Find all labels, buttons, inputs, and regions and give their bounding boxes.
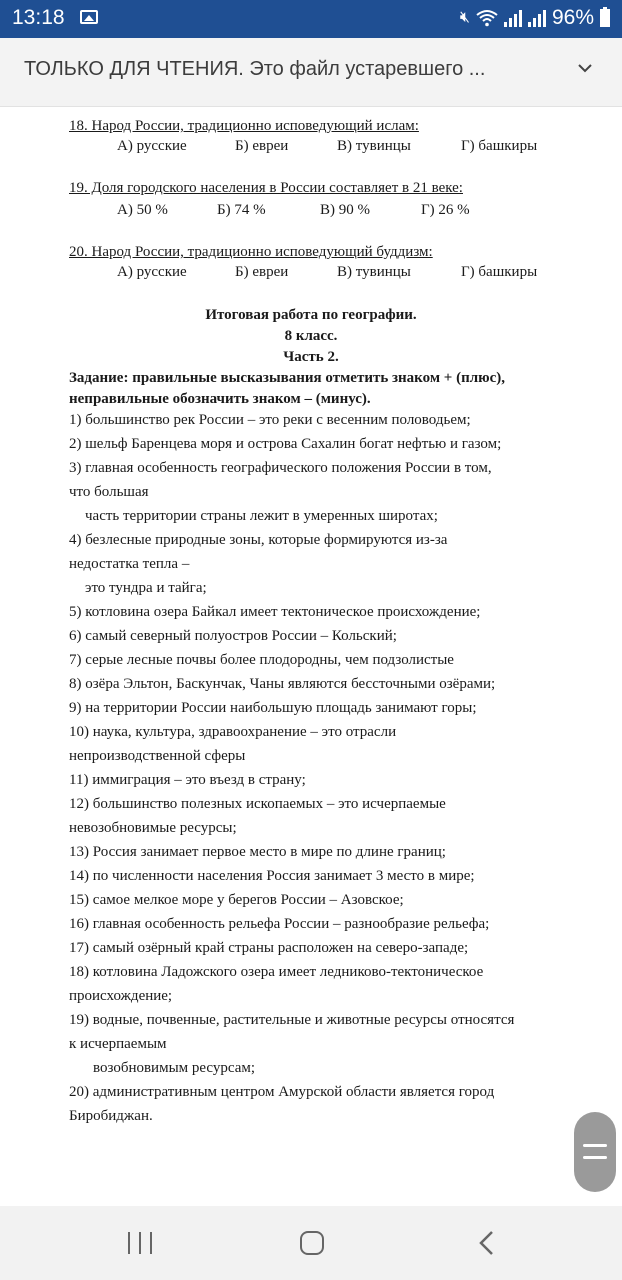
statement-line: что большая (69, 484, 149, 500)
statement-line: недостатка тепла – (69, 556, 190, 572)
statement-line: 13) Россия занимает первое место в мире по длине границ; (69, 844, 446, 860)
section-title: Итоговая работа по географии. (205, 307, 417, 323)
home-icon[interactable] (300, 1231, 324, 1255)
status-time: 13:18 (12, 6, 65, 29)
statement-line: непроизводственной сферы (69, 748, 246, 764)
statement-line: происхождение; (69, 988, 173, 1004)
statement-line: это тундра и тайга; (85, 580, 207, 596)
answer-option: А) 50 % (117, 202, 168, 218)
statement-line: часть территории страны лежит в умеренных широтах; (85, 508, 438, 524)
navigation-bar (0, 1206, 622, 1280)
answer-option: Г) башкиры (461, 138, 538, 154)
answer-option: Б) евреи (235, 264, 289, 280)
answer-option: Г) башкиры (461, 264, 538, 280)
mute-icon: 🔇︎ (459, 9, 470, 26)
chevron-down-icon[interactable] (578, 61, 592, 75)
statement-line: 7) серые лесные почвы более плодородны, чем подзолистые (69, 652, 454, 668)
task-instruction: неправильные обозначить знаком – (минус). (69, 391, 371, 407)
read-only-banner[interactable] (0, 38, 622, 107)
wifi-icon (476, 9, 498, 27)
answer-option: В) тувинцы (337, 264, 411, 280)
statement-line: 18) котловина Ладожского озера имеет ледниково-тектоническое (69, 964, 484, 980)
statement-line: 10) наука, культура, здравоохранение – это отрасли (69, 724, 397, 740)
signal-icon (504, 9, 522, 27)
gallery-icon (80, 10, 98, 24)
statement-line: 17) самый озёрный край страны расположен на северо-западе; (69, 940, 469, 956)
statement-line: 3) главная особенность географического положения России в том, (69, 460, 492, 476)
statement-line: возобновимым ресурсам; (93, 1060, 256, 1076)
document-page (0, 106, 622, 1206)
answer-option: В) тувинцы (337, 138, 411, 154)
signal-icon (528, 9, 546, 27)
back-icon[interactable] (476, 1230, 498, 1256)
question-19: 19. Доля городского населения в России составляет в 21 веке: (69, 180, 463, 196)
answer-option: Б) евреи (235, 138, 289, 154)
task-instruction: Задание: правильные высказывания отметить знаком + (плюс), (69, 370, 506, 386)
question-20: 20. Народ России, традиционно исповедующий буддизм: (69, 244, 433, 260)
statement-line: 6) самый северный полуостров России – Кольский; (69, 628, 397, 644)
statement-line: Биробиджан. (69, 1108, 153, 1124)
statement-line: 19) водные, почвенные, растительные и животные ресурсы относятся (69, 1012, 515, 1028)
statement-line: 1) большинство рек России – это реки с весенним половодьем; (69, 412, 471, 428)
statement-line: 8) озёра Эльтон, Баскунчак, Чаны являются бессточными озёрами; (69, 676, 496, 692)
statement-line: невозобновимые ресурсы; (69, 820, 237, 836)
answer-option: Б) 74 % (217, 202, 266, 218)
status-bar (0, 0, 622, 38)
battery-icon (600, 9, 610, 27)
statement-line: 12) большинство полезных ископаемых – это исчерпаемые (69, 796, 446, 812)
statement-line: 4) безлесные природные зоны, которые формируются из-за (69, 532, 448, 548)
answer-option: В) 90 % (320, 202, 370, 218)
recents-icon[interactable] (128, 1232, 152, 1254)
question-18: 18. Народ России, традиционно исповедующий ислам: (69, 118, 419, 134)
statement-line: 16) главная особенность рельефа России – разнообразие рельефа; (69, 916, 490, 932)
statement-line: 5) котловина озера Байкал имеет тектоническое происхождение; (69, 604, 481, 620)
part-heading: Часть 2. (283, 349, 339, 365)
statement-line: 11) иммиграция – это въезд в страну; (69, 772, 306, 788)
statement-line: 20) административным центром Амурской области является город (69, 1084, 495, 1100)
scroll-handle[interactable] (574, 1112, 616, 1192)
statement-line: 15) самое мелкое море у берегов России – Азовское; (69, 892, 404, 908)
battery-percent: 96% (551, 6, 594, 29)
grade-heading: 8 класс. (284, 328, 338, 344)
statement-line: 14) по численности населения Россия занимает 3 место в мире; (69, 868, 475, 884)
statement-line: 2) шельф Баренцева моря и острова Сахалин богат нефтью и газом; (69, 436, 502, 452)
answer-option: А) русские (117, 264, 187, 280)
answer-option: А) русские (117, 138, 187, 154)
read-only-banner-text: ТОЛЬКО ДЛЯ ЧТЕНИЯ. Это файл устаревшего ... (24, 58, 486, 80)
answer-option: Г) 26 % (421, 202, 470, 218)
statement-line: к исчерпаемым (69, 1036, 167, 1052)
status-icons (460, 6, 610, 30)
statement-line: 9) на территории России наибольшую площадь занимают горы; (69, 700, 477, 716)
